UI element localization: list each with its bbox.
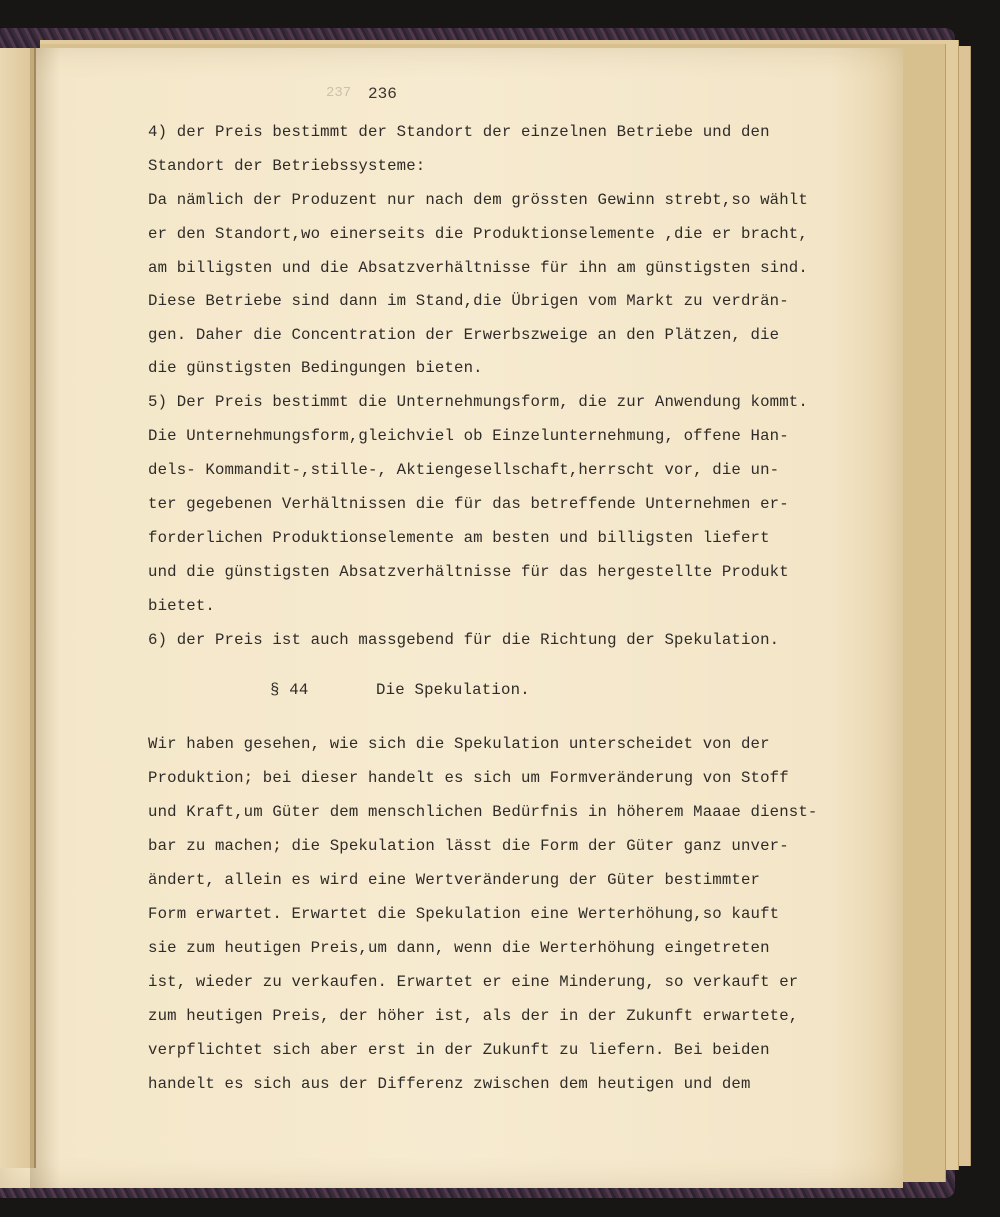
text-line: 4) der Preis bestimmt der Standort der einzelnen Betriebe und den — [148, 123, 770, 141]
text-line: ist, wieder zu verkaufen. Erwartet er eine Minderung, so verkauft er — [148, 973, 799, 991]
text-line: dels- Kommandit-,stille-, Aktiengesellschaft,herrscht vor, die un- — [148, 461, 780, 479]
text-line: Form erwartet. Erwartet die Spekulation eine Werterhöhung,so kauft — [148, 905, 780, 923]
text-line: Wir haben gesehen, wie sich die Spekulation unterscheidet von der — [148, 735, 770, 753]
text-line: forderlichen Produktionselemente am besten und billigsten liefert — [148, 529, 770, 547]
text-line: und Kraft,um Güter dem menschlichen Bedürfnis in höherem Maaae dienst- — [148, 803, 818, 821]
text-line: sie zum heutigen Preis,um dann, wenn die Werterhöhung eingetreten — [148, 939, 770, 957]
text-line: die günstigsten Bedingungen bieten. — [148, 359, 483, 377]
spine-shadow — [30, 48, 60, 1188]
bleed-page-number: 237 — [326, 85, 352, 101]
text-line: zum heutigen Preis, der höher ist, als der in der Zukunft erwartete, — [148, 1007, 799, 1025]
text-line: am billigsten und die Absatzverhältnisse für ihn am günstigsten sind. — [148, 259, 808, 277]
text-line: er den Standort,wo einerseits die Produktionselemente ,die er bracht, — [148, 225, 808, 243]
text-line: Diese Betriebe sind dann im Stand,die Übrigen vom Markt zu verdrän- — [148, 292, 789, 310]
page-number: 236 — [368, 85, 397, 103]
section-title: Die Spekulation. — [376, 681, 530, 699]
text-line: und die günstigsten Absatzverhältnisse für das hergestellte Produkt — [148, 563, 789, 581]
text-line: bar zu machen; die Spekulation lässt die Form der Güter ganz unver- — [148, 837, 789, 855]
text-line: Die Unternehmungsform,gleichviel ob Einzelunternehmung, offene Han- — [148, 427, 789, 445]
text-line: Produktion; bei dieser handelt es sich um Formveränderung von Stoff — [148, 769, 789, 787]
text-line: 5) Der Preis bestimmt die Unternehmungsform, die zur Anwendung kommt. — [148, 393, 808, 411]
text-line: Da nämlich der Produzent nur nach dem grössten Gewinn strebt,so wählt — [148, 191, 808, 209]
text-line: gen. Daher die Concentration der Erwerbszweige an den Plätzen, die — [148, 326, 780, 344]
text-line: verpflichtet sich aber erst in der Zukunft zu liefern. Bei beiden — [148, 1041, 770, 1059]
section-number: § 44 — [270, 681, 309, 699]
text-line: handelt es sich aus der Differenz zwischen dem heutigen und dem — [148, 1075, 751, 1093]
text-line: ter gegebenen Verhältnissen die für das betreffende Unternehmen er- — [148, 495, 789, 513]
text-line: 6) der Preis ist auch massgebend für die Richtung der Spekulation. — [148, 631, 780, 649]
text-line: bietet. — [148, 597, 215, 615]
text-line: Standort der Betriebssysteme: — [148, 157, 426, 175]
text-line: ändert, allein es wird eine Wertveränderung der Güter bestimmter — [148, 871, 761, 889]
